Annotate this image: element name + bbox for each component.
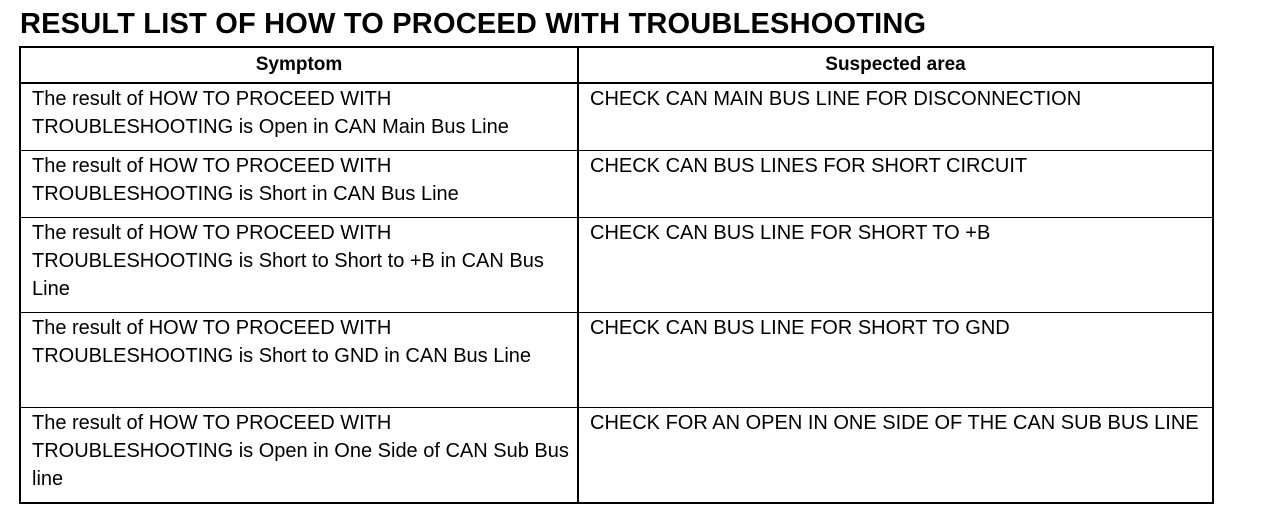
table-header-row	[20, 47, 1213, 83]
suspected-area-cell: CHECK FOR AN OPEN IN ONE SIDE OF THE CAN SUB BUS LINE	[578, 408, 1213, 504]
symptom-cell: The result of HOW TO PROCEED WITH TROUBLESHOOTING is Open in One Side of CAN Sub Bus line	[20, 408, 578, 504]
suspected-area-column-header: Suspected area	[578, 47, 1213, 83]
table-row	[20, 218, 1213, 313]
symptom-column-header: Symptom	[20, 47, 578, 83]
suspected-area-cell: CHECK CAN BUS LINES FOR SHORT CIRCUIT	[578, 151, 1213, 218]
page-title: RESULT LIST OF HOW TO PROCEED WITH TROUBLESHOOTING	[20, 8, 927, 40]
troubleshooting-result-table	[19, 46, 1214, 504]
table-row	[20, 83, 1213, 151]
table-row	[20, 408, 1213, 504]
table-row	[20, 313, 1213, 408]
symptom-cell: The result of HOW TO PROCEED WITH TROUBLESHOOTING is Short in CAN Bus Line	[20, 151, 578, 218]
symptom-cell: The result of HOW TO PROCEED WITH TROUBLESHOOTING is Short to Short to +B in CAN Bus Line	[20, 218, 578, 313]
suspected-area-cell: CHECK CAN BUS LINE FOR SHORT TO GND	[578, 313, 1213, 408]
symptom-cell: The result of HOW TO PROCEED WITH TROUBLESHOOTING is Short to GND in CAN Bus Line	[20, 313, 578, 408]
suspected-area-cell: CHECK CAN BUS LINE FOR SHORT TO +B	[578, 218, 1213, 313]
symptom-cell: The result of HOW TO PROCEED WITH TROUBLESHOOTING is Open in CAN Main Bus Line	[20, 83, 578, 151]
suspected-area-cell: CHECK CAN MAIN BUS LINE FOR DISCONNECTION	[578, 83, 1213, 151]
table-row	[20, 151, 1213, 218]
